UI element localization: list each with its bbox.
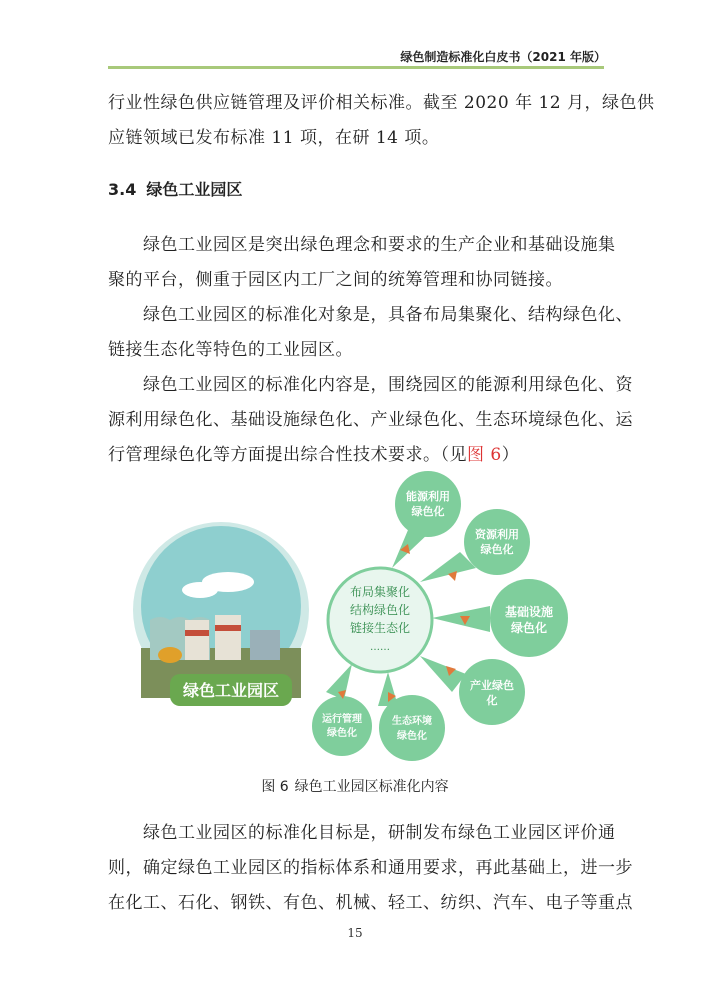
- petal-label: 绿色化: [411, 505, 445, 518]
- section-heading: [108, 177, 242, 200]
- section-title: 绿色工业园区: [146, 180, 243, 199]
- petal-label: 基础设施: [504, 605, 554, 619]
- figure-green-industrial-park: [130, 470, 600, 770]
- center-line: 布局集聚化: [349, 585, 411, 599]
- paragraph-definition: [108, 228, 616, 298]
- text-line: [108, 438, 604, 473]
- factory-building: [250, 630, 280, 660]
- center-line: ……: [370, 642, 390, 653]
- petal-label: 产业绿色: [470, 679, 514, 692]
- center-circle: [328, 568, 432, 672]
- smoke-cloud: [182, 582, 218, 598]
- cooling-tower: [215, 615, 241, 660]
- petal-label: 生态环境: [392, 716, 432, 727]
- text-line: 在化工、石化、钢铁、有色、机械、轻工、纺织、汽车、电子等重点: [108, 893, 633, 913]
- header-rule: [108, 66, 604, 69]
- petal-label: 能源利用: [406, 490, 450, 503]
- petal-label: 资源利用: [475, 528, 519, 541]
- petal-label: 绿色化: [327, 728, 357, 739]
- caption-number: 图 6: [261, 779, 289, 795]
- text-line: 聚的平台，侧重于园区内工厂之间的统筹管理和协同链接。: [108, 270, 563, 290]
- petal-infrastructure: [432, 579, 568, 657]
- center-line: 结构绿色化: [349, 603, 411, 617]
- figure-caption: [0, 776, 710, 796]
- section-number: 3.4: [108, 180, 137, 199]
- header-title: 绿色制造标准化白皮书（2021 年版）: [400, 50, 606, 64]
- center-line: 链接生态化: [349, 621, 411, 635]
- petal-label: 绿色化: [510, 621, 548, 635]
- text-line: 绿色工业园区的标准化对象是，具备布局集聚化、结构绿色化、: [108, 305, 633, 325]
- text-fragment: ）: [501, 445, 520, 465]
- paragraph-object: [108, 298, 633, 368]
- petal-energy: [392, 471, 461, 568]
- intro-paragraph: [108, 86, 655, 156]
- petal-operation: [312, 664, 372, 756]
- figure-reference-link[interactable]: 图 6: [467, 445, 502, 465]
- petal-ecology: [378, 672, 445, 761]
- text-line: 绿色工业园区是突出绿色理念和要求的生产企业和基础设施集: [108, 235, 616, 255]
- text-fragment: 行管理绿色化等方面提出综合性技术要求。（见: [108, 445, 467, 465]
- petal-label: 运行管理: [322, 714, 362, 725]
- cooling-tower: [185, 620, 209, 660]
- text-line: 行业性绿色供应链管理及评价相关标准。截至 2020 年 12 月，绿色供: [108, 93, 655, 113]
- text-line: 绿色工业园区的标准化目标是，研制发布绿色工业园区评价通: [108, 823, 616, 843]
- text-line: 源利用绿色化、基础设施绿色化、产业绿色化、生态环境绿色化、运: [108, 410, 633, 430]
- tower-stripe: [215, 625, 241, 631]
- caption-title: 绿色工业园区标准化内容: [294, 779, 449, 795]
- closing-paragraph: [108, 816, 633, 921]
- page-number: 15: [347, 926, 363, 940]
- text-line: 绿色工业园区的标准化内容是，围绕园区的能源利用绿色化、资: [108, 375, 633, 395]
- text-line: 链接生态化等特色的工业园区。: [108, 340, 353, 360]
- petal-label: 绿色化: [397, 731, 427, 742]
- petal-label: 化: [486, 694, 498, 707]
- park-label: 绿色工业园区: [182, 681, 280, 700]
- paragraph-content: [108, 368, 633, 473]
- text-line: 则，确定绿色工业园区的指标体系和通用要求，再此基础上，进一步: [108, 858, 633, 878]
- tower-stripe: [185, 630, 209, 636]
- petal-label: 绿色化: [480, 543, 514, 556]
- storage-tank: [158, 647, 182, 663]
- text-line: 应链领域已发布标准 11 项，在研 14 项。: [108, 128, 440, 148]
- figure-illustration: [130, 470, 600, 770]
